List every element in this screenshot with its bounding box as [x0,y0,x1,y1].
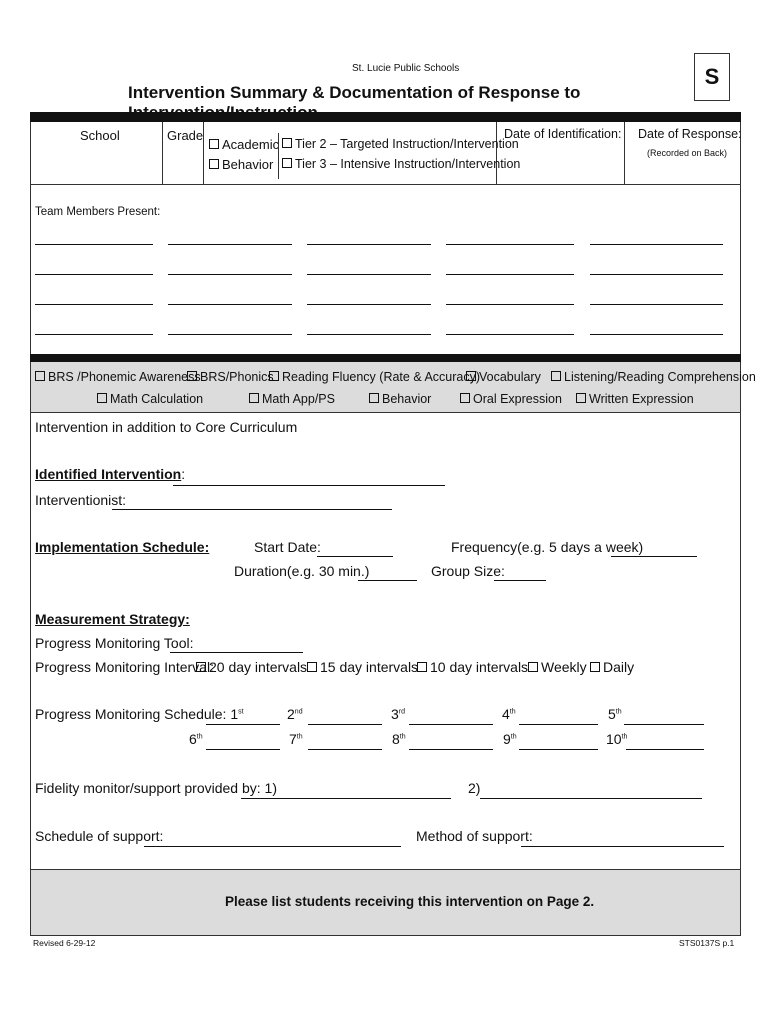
interventionist-field[interactable] [112,509,392,510]
pm-ordinal-5: 5th [608,706,622,722]
form-badge [694,53,730,101]
students-notice: Please list students receiving this intervention on Page 2. [225,894,595,909]
fidelity-field-1[interactable] [241,798,451,799]
fidelity-label-2: 2) [468,780,481,796]
fidelity-label: Fidelity monitor/support provided by: 1) [35,780,277,796]
page-title: Intervention Summary & Documentation of Response to [128,83,581,102]
interval-checkbox-daily[interactable]: Daily [590,659,634,675]
checkbox-icon [97,393,107,403]
pm-schedule-field-9[interactable] [519,749,598,750]
checkbox-icon [369,393,379,403]
top-table [30,122,741,185]
area-checkbox-behavior[interactable]: Behavior [369,392,431,406]
checkbox-icon [576,393,586,403]
identified-intervention-label: Identified Intervention: [35,466,186,482]
pm-ordinal-7: 7th [289,731,303,747]
checkbox-icon [35,371,45,381]
schedule-support-field[interactable] [144,846,401,847]
frequency-field[interactable] [611,556,697,557]
pm-ordinal-3: 3rd [391,706,406,722]
group-size-label: Group Size: [431,563,505,579]
area-checkbox-listening-reading[interactable]: Listening/Reading Comprehension [551,370,756,384]
district-name: St. Lucie Public Schools [352,63,460,74]
divider [624,122,625,184]
top-bar [30,112,741,122]
checkbox-icon [307,662,317,672]
tier2-checkbox[interactable] [282,137,519,151]
checkbox-icon [249,393,259,403]
interval-checkbox-15[interactable]: 15 day intervals [307,659,418,675]
pm-schedule-field-6[interactable] [206,749,280,750]
tier-divider [278,133,279,179]
pm-interval-label: Progress Monitoring Interval: [35,659,214,675]
measurement-strategy-label: Measurement Strategy: [35,611,190,627]
checkbox-icon [466,371,476,381]
area-checkbox-math-calculation[interactable]: Math Calculation [97,392,203,406]
academic-checkbox[interactable] [209,137,279,152]
divider [203,122,204,184]
revised-date: Revised 6-29-12 [33,938,96,948]
pm-schedule-label: Progress Monitoring Schedule: 1st [35,706,244,722]
team-members-label: Team Members Present: [35,206,161,218]
grade-field[interactable]: Grade [167,128,204,143]
pm-ordinal-10: 10th [606,731,628,747]
tier2-label: Tier 2 – Targeted Instruction/Intervention [295,137,519,151]
implementation-schedule-label: Implementation Schedule: [35,539,210,555]
area-checkbox-oral-expression[interactable]: Oral Expression [460,392,562,406]
checkbox-icon [282,158,292,168]
checkbox-icon [590,662,600,672]
date-identification-field[interactable]: Date of Identification: [504,127,622,141]
area-checkbox-math-app[interactable]: Math App/PS [249,392,335,406]
school-field[interactable]: School [80,128,120,143]
pm-schedule-field-10[interactable] [626,749,704,750]
area-checkbox-vocabulary[interactable]: Vocabulary [466,370,541,384]
checkbox-icon [460,393,470,403]
behavior-label: Behavior [222,157,274,172]
pm-ordinal-8: 8th [392,731,406,747]
interval-checkbox-10[interactable]: 10 day intervals [417,659,528,675]
pm-schedule-field-5[interactable] [624,724,704,725]
pm-tool-field[interactable] [170,652,303,653]
core-curriculum-label: Intervention in addition to Core Curriculum [35,419,298,435]
checkbox-icon [209,139,219,149]
behavior-checkbox[interactable] [209,157,273,172]
academic-label: Academic [222,137,280,152]
form-number: STS0137S p.1 [679,938,735,948]
area-checkbox-brs-phonics[interactable]: BRS/Phonics [187,370,274,384]
schedule-support-label: Schedule of support: [35,828,164,844]
pm-tool-label: Progress Monitoring Tool: [35,635,194,651]
checkbox-icon [528,662,538,672]
pm-schedule-field-4[interactable] [519,724,598,725]
identified-intervention-field[interactable] [173,485,445,486]
pm-schedule-field-2[interactable] [308,724,382,725]
form-frame [30,112,741,936]
pm-schedule-field-3[interactable] [409,724,493,725]
method-support-field[interactable] [521,846,724,847]
pm-ordinal-2: 2nd [287,706,303,722]
duration-label: Duration(e.g. 30 min.) [234,563,370,579]
fidelity-field-2[interactable] [480,798,702,799]
form-badge-letter: S [704,64,720,89]
pm-schedule-field-8[interactable] [409,749,493,750]
method-support-label: Method of support: [416,828,533,844]
area-checkbox-reading-fluency[interactable]: Reading Fluency (Rate & Accuracy) [269,370,480,384]
date-response-field[interactable]: Date of Response: [638,127,742,141]
pm-ordinal-6: 6th [189,731,203,747]
pm-ordinal-9: 9th [503,731,517,747]
interval-checkbox-20[interactable]: 20 day intervals [196,659,307,675]
checkbox-icon [551,371,561,381]
checkbox-icon [196,662,206,672]
area-band-bar [30,354,741,362]
interventionist-label: Interventionist: [35,492,127,508]
divider [162,122,163,184]
area-checkbox-brs-phonemic[interactable]: BRS /Phonemic Awareness [35,370,201,384]
pm-schedule-field-7[interactable] [308,749,382,750]
divider [496,122,497,184]
start-date-field[interactable] [317,556,393,557]
frequency-label: Frequency(e.g. 5 days a week) [451,539,644,555]
duration-field[interactable] [358,580,417,581]
start-date-label: Start Date: [254,539,321,555]
group-size-field[interactable] [494,580,546,581]
checkbox-icon [187,371,197,381]
pm-ordinal-4: 4th [502,706,516,722]
checkbox-icon [209,159,219,169]
checkbox-icon [282,138,292,148]
interval-checkbox-weekly[interactable]: Weekly [528,659,587,675]
recorded-on-back-note: (Recorded on Back) [647,148,728,158]
tier3-checkbox[interactable] [282,157,520,171]
checkbox-icon [417,662,427,672]
area-checkbox-written-expression[interactable]: Written Expression [576,392,694,406]
pm-schedule-field-1[interactable] [206,724,280,725]
checkbox-icon [269,371,279,381]
tier3-label: Tier 3 – Intensive Instruction/Intervention [295,157,521,171]
